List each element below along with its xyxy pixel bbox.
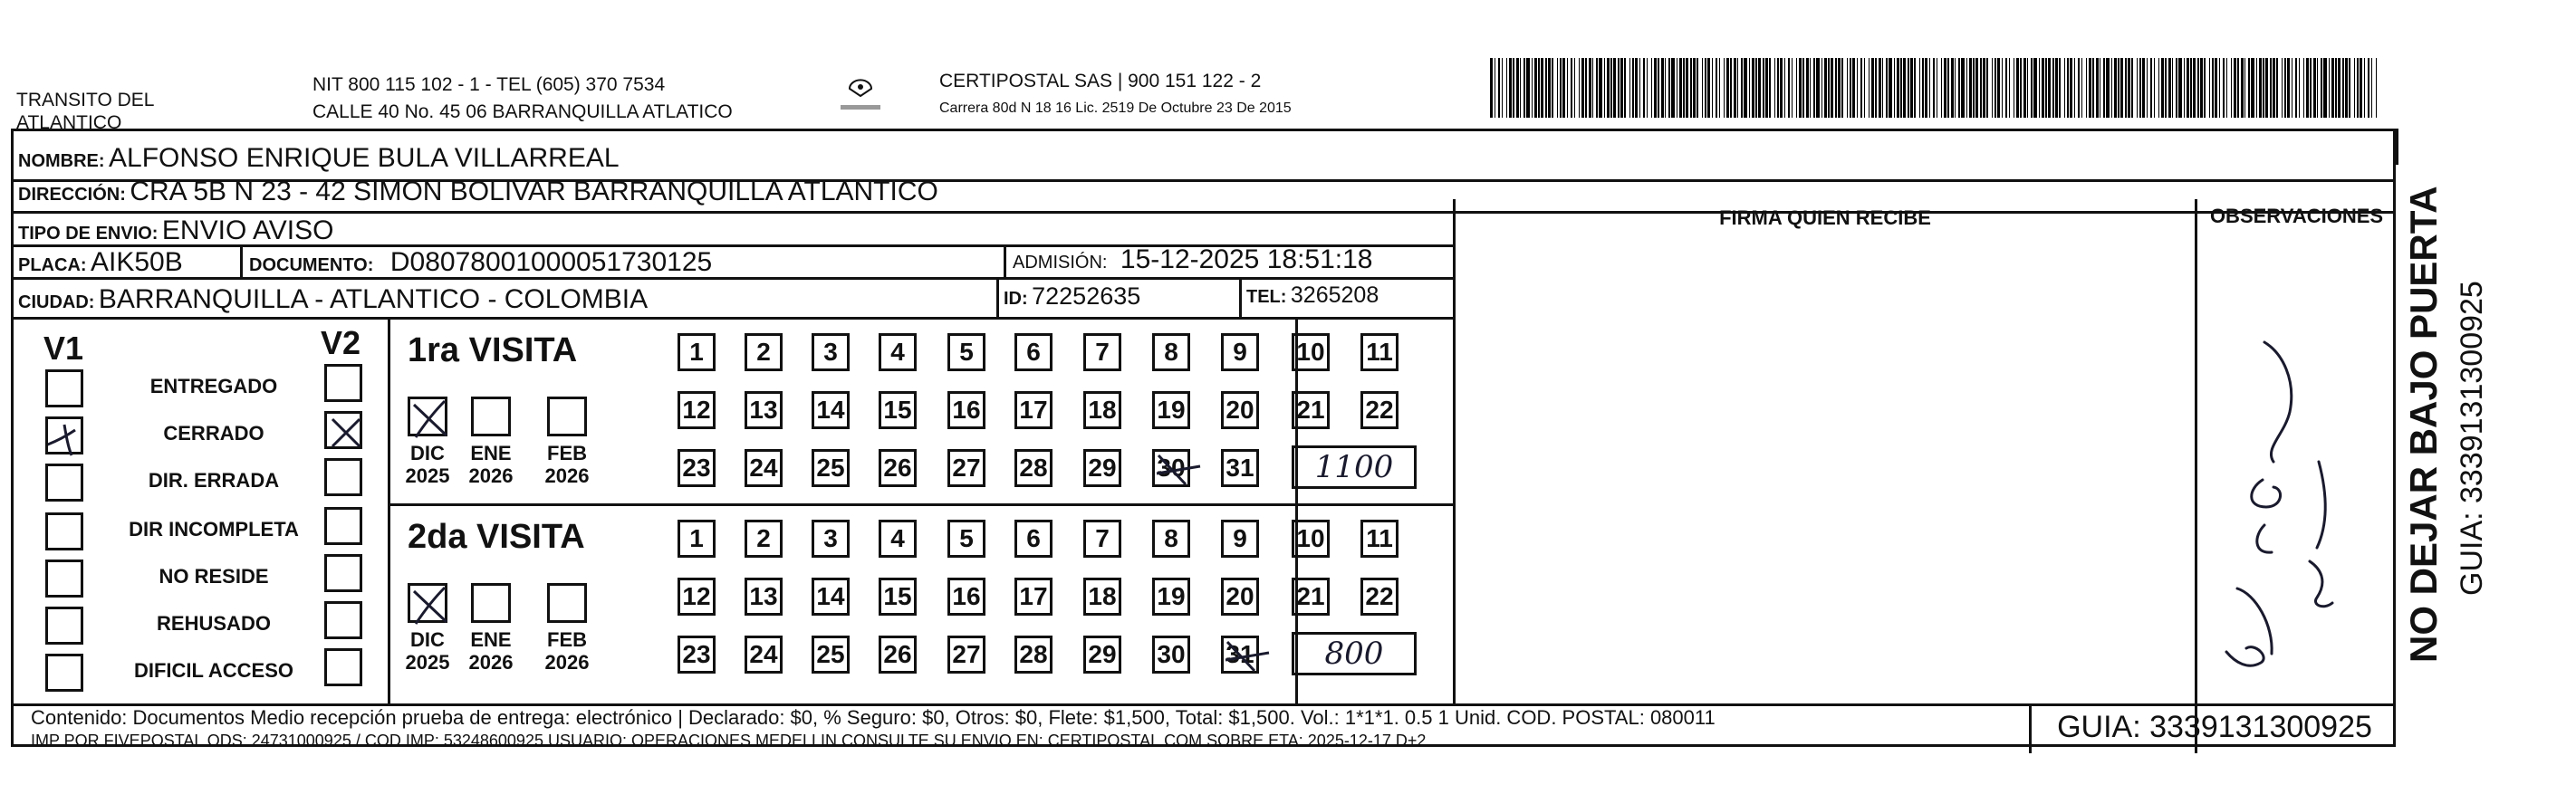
day-number: 8 (1164, 338, 1178, 366)
footer-contenido: Contenido: Documentos Medio recepción prueba de entrega: electrónico | Declarado: $0, % Seguro: $0, Otros: $0, Flete: $1,500, Total: $1,500. Vol.: 1*1*1. 0.5 1 Unid. COD. POSTAL: 080011 (31, 706, 1716, 729)
footer-guia: GUIA: 3339131300925 (2057, 710, 2372, 744)
tel-value: 3265208 (1290, 282, 1379, 308)
month-name: ENE (470, 442, 512, 464)
day-number: 26 (883, 640, 912, 668)
visit-1-day-3[interactable] (812, 520, 850, 558)
visit-1-day-19[interactable] (1152, 578, 1190, 616)
placa-label: PLACA: (18, 255, 87, 275)
visit-title-1: 2da VISITA (408, 518, 585, 556)
visit-0-day-2[interactable] (745, 333, 783, 371)
day-number: 16 (952, 582, 981, 610)
visit-1-month-label-ene (459, 628, 523, 674)
visit-0-month-label-dic (396, 442, 459, 487)
visit-1-day-17[interactable] (1014, 578, 1053, 616)
visit-1-month-label-dic (396, 628, 459, 674)
visit-1-day-21[interactable] (1292, 578, 1330, 616)
status-v2-checkbox-1[interactable] (324, 411, 362, 449)
day-number: 21 (1296, 582, 1325, 610)
visit-1-day-24[interactable] (745, 636, 783, 674)
visit-1-day-26[interactable] (879, 636, 917, 674)
day-number: 11 (1366, 524, 1393, 552)
visit-1-day-16[interactable] (947, 578, 985, 616)
footer-imp: IMP POR FIVEPOSTAL ODS: 24731000925 / COD.IMP: 53248600925 USUARIO: OPERACIONES MEDELLIN CONSULTE SU ENVIO EN: CERTIPOSTAL.COM SOBRE ETA: 2025-12-17 D+2 (31, 732, 1427, 750)
status-label-0: ENTREGADO (149, 375, 278, 397)
visit-1-day-13[interactable] (745, 578, 783, 616)
certipostal-logo (833, 74, 888, 120)
visit-0-day-9[interactable] (1221, 333, 1259, 371)
visit-0-day-27[interactable] (947, 449, 985, 487)
visit-0-day-6[interactable] (1014, 333, 1053, 371)
day-number: 6 (1026, 524, 1041, 552)
visit-1-day-11[interactable] (1360, 520, 1399, 558)
day-number: 18 (1088, 582, 1117, 610)
visit-1-day-14[interactable] (812, 578, 850, 616)
status-label-4: NO RESIDE (159, 565, 269, 588)
visit-1-day-27[interactable] (947, 636, 985, 674)
visit-0-month-box-ene[interactable] (471, 397, 511, 436)
day-number: 24 (749, 454, 778, 482)
documento-row (249, 247, 712, 278)
ciudad-label: CIUDAD: (18, 292, 95, 312)
visit-1-month-label-feb (535, 628, 599, 674)
observaciones-label: OBSERVACIONES (2209, 205, 2384, 227)
day-number: 2 (756, 524, 771, 552)
day-number: 7 (1095, 524, 1110, 552)
visit-0-month-box-dic[interactable] (408, 397, 447, 436)
visit-0-day-23[interactable] (678, 449, 716, 487)
status-v2-checkbox-2[interactable] (324, 458, 362, 496)
visit-0-day-17[interactable] (1014, 391, 1053, 429)
day-number: 23 (682, 640, 711, 668)
visit-title-0: 1ra VISITA (408, 331, 578, 369)
day-number: 1 (689, 524, 704, 552)
visit-1-month-box-dic[interactable] (408, 583, 447, 623)
day-number: 13 (749, 396, 778, 424)
day-number: 3 (823, 524, 838, 552)
tipo-label: TIPO DE ENVIO: (18, 224, 159, 244)
month-name: DIC (410, 628, 445, 651)
day-number: 19 (1157, 396, 1186, 424)
day-number: 26 (883, 454, 912, 482)
visit-1-day-9[interactable] (1221, 520, 1259, 558)
admision-row (1013, 244, 1372, 275)
day-number: 22 (1365, 582, 1394, 610)
visit-1-day-23[interactable] (678, 636, 716, 674)
visit-1-day-8[interactable] (1152, 520, 1190, 558)
day-number: 31 (1226, 454, 1254, 482)
day-number: 17 (1019, 396, 1048, 424)
id-value: 72252635 (1032, 282, 1141, 310)
visit-0-day-8[interactable] (1152, 333, 1190, 371)
day-number: 2 (756, 338, 771, 366)
status-label-3: DIR INCOMPLETA (129, 518, 299, 540)
visit-0-day-4[interactable] (879, 333, 917, 371)
address-line: CALLE 40 No. 45 06 BARRANQUILLA ATLATICO (312, 101, 733, 122)
nombre-label: NOMBRE: (18, 151, 105, 171)
day-number: 24 (749, 640, 778, 668)
id-label: ID: (1004, 289, 1028, 309)
day-number: 10 (1296, 338, 1325, 366)
day-number: 29 (1088, 454, 1117, 482)
visit-1-day-15[interactable] (879, 578, 917, 616)
visit-0-day-15[interactable] (879, 391, 917, 429)
day-number: 23 (682, 454, 711, 482)
visit-0-day-1[interactable] (678, 333, 716, 371)
visit-1-month-box-feb[interactable] (547, 583, 587, 623)
day-number: 5 (959, 524, 974, 552)
license-line: Carrera 80d N 18 16 Lic. 2519 De Octubre 23 De 2015 (939, 100, 1292, 116)
nombre-row (18, 143, 620, 174)
barcode-bar (2377, 58, 2379, 118)
status-label-1: CERRADO (163, 422, 264, 445)
visit-1-day-1[interactable] (678, 520, 716, 558)
visit-0-day-7[interactable] (1083, 333, 1121, 371)
day-number: 30 (1157, 454, 1186, 482)
visit-0-day-14[interactable] (812, 391, 850, 429)
visit-1-day-12[interactable] (678, 578, 716, 616)
visit-0-day-31[interactable] (1221, 449, 1259, 487)
ciudad-value: BARRANQUILLA - ATLANTICO - COLOMBIA (98, 284, 649, 314)
visit-0-day-30[interactable] (1152, 449, 1190, 487)
visit-1-day-5[interactable] (947, 520, 985, 558)
nit-line: NIT 800 115 102 - 1 - TEL (605) 370 7534 (312, 74, 666, 95)
month-year: 2026 (544, 651, 590, 674)
visit-0-day-10[interactable] (1292, 333, 1330, 371)
nombre-value: ALFONSO ENRIQUE BULA VILLARREAL (109, 143, 620, 173)
visit-0-day-18[interactable] (1083, 391, 1121, 429)
month-name: FEB (547, 442, 587, 464)
sender-name: TRANSITO DEL ATLANTICO (16, 90, 154, 133)
month-name: FEB (547, 628, 587, 651)
visit-1-handwritten-time[interactable]: 800 (1292, 632, 1417, 675)
month-year: 2026 (468, 651, 514, 674)
day-number: 6 (1026, 338, 1041, 366)
day-number: 12 (682, 582, 711, 610)
day-number: 5 (959, 338, 974, 366)
day-number: 21 (1296, 396, 1325, 424)
visit-1-day-30[interactable] (1152, 636, 1190, 674)
visit-0-month-label-ene (459, 442, 523, 487)
day-number: 1 (689, 338, 704, 366)
day-number: 28 (1019, 640, 1048, 668)
visit-1-day-20[interactable] (1221, 578, 1259, 616)
visit-1-day-7[interactable] (1083, 520, 1121, 558)
day-number: 29 (1088, 640, 1117, 668)
visit-1-day-31[interactable] (1221, 636, 1259, 674)
visit-0-day-22[interactable] (1360, 391, 1399, 429)
v1-label: V1 (43, 330, 84, 367)
status-v2-checkbox-5[interactable] (324, 601, 362, 639)
visit-0-month-box-feb[interactable] (547, 397, 587, 436)
ciudad-row (18, 284, 648, 315)
day-number: 14 (816, 582, 845, 610)
day-number: 11 (1366, 338, 1393, 366)
visit-0-day-28[interactable] (1014, 449, 1053, 487)
visit-1-day-6[interactable] (1014, 520, 1053, 558)
documento-label: DOCUMENTO: (249, 255, 374, 275)
visit-1-day-2[interactable] (745, 520, 783, 558)
day-number: 18 (1088, 396, 1117, 424)
visit-1-day-4[interactable] (879, 520, 917, 558)
status-label-6: DIFICIL ACCESO (133, 659, 293, 682)
carrier-line: CERTIPOSTAL SAS | 900 151 122 - 2 (939, 71, 1262, 91)
day-number: 27 (952, 640, 981, 668)
day-number: 25 (816, 454, 845, 482)
day-number: 15 (883, 582, 912, 610)
visit-1-month-box-ene[interactable] (471, 583, 511, 623)
direccion-label: DIRECCIÓN: (18, 185, 126, 205)
admision-label: ADMISIÓN: (1013, 253, 1108, 273)
month-year: 2026 (544, 464, 590, 487)
month-year: 2025 (405, 651, 450, 674)
day-number: 17 (1019, 582, 1048, 610)
visit-0-day-11[interactable] (1360, 333, 1399, 371)
direccion-value: CRA 5B N 23 - 42 SIMON BOLIVAR BARRANQUILLA ATLANTICO (130, 177, 938, 206)
visit-0-day-25[interactable] (812, 449, 850, 487)
admision-value: 15-12-2025 18:51:18 (1120, 244, 1373, 274)
visit-0-day-13[interactable] (745, 391, 783, 429)
status-v2-checkbox-0[interactable] (324, 364, 362, 402)
visit-0-day-12[interactable] (678, 391, 716, 429)
day-number: 30 (1157, 640, 1186, 668)
tipo-value: ENVIO AVISO (161, 215, 334, 245)
day-number: 4 (890, 524, 905, 552)
tel-label: TEL: (1246, 287, 1287, 307)
id-row (1004, 282, 1140, 311)
status-v2-checkbox-3[interactable] (324, 507, 362, 545)
visit-0-day-20[interactable] (1221, 391, 1259, 429)
side-guia: GUIA: 3339131300925 (2455, 281, 2489, 596)
status-label-2: DIR. ERRADA (148, 469, 280, 492)
day-number: 22 (1365, 396, 1394, 424)
day-number: 4 (890, 338, 905, 366)
visit-0-day-26[interactable] (879, 449, 917, 487)
day-number: 12 (682, 396, 711, 424)
day-number: 7 (1095, 338, 1110, 366)
status-label-5: REHUSADO (157, 612, 271, 635)
visit-0-day-21[interactable] (1292, 391, 1330, 429)
visit-0-month-label-feb (535, 442, 599, 487)
day-number: 8 (1164, 524, 1178, 552)
day-number: 19 (1157, 582, 1186, 610)
status-v2-checkbox-4[interactable] (324, 554, 362, 592)
documento-value: D08078001000051730125 (389, 247, 713, 277)
barcode (1490, 58, 2382, 118)
month-year: 2025 (405, 464, 450, 487)
status-v2-checkbox-6[interactable] (324, 648, 362, 686)
visit-0-day-16[interactable] (947, 391, 985, 429)
month-name: DIC (410, 442, 445, 464)
month-year: 2026 (468, 464, 514, 487)
no-dejar-bajo-puerta: NO DEJAR BAJO PUERTA (2402, 186, 2445, 663)
month-name: ENE (470, 628, 512, 651)
day-number: 16 (952, 396, 981, 424)
visit-1-day-29[interactable] (1083, 636, 1121, 674)
visit-1-day-28[interactable] (1014, 636, 1053, 674)
day-number: 10 (1296, 524, 1325, 552)
visit-0-day-3[interactable] (812, 333, 850, 371)
visit-1-day-10[interactable] (1292, 520, 1330, 558)
day-number: 9 (1233, 338, 1247, 366)
direccion-row (18, 177, 938, 207)
observaciones-handwriting (2210, 326, 2355, 688)
visit-0-day-24[interactable] (745, 449, 783, 487)
visit-1-day-22[interactable] (1360, 578, 1399, 616)
day-number: 25 (816, 640, 845, 668)
visit-0-day-29[interactable] (1083, 449, 1121, 487)
visit-0-day-19[interactable] (1152, 391, 1190, 429)
day-number: 27 (952, 454, 981, 482)
visit-1-day-18[interactable] (1083, 578, 1121, 616)
placa-value: AIK50B (91, 247, 183, 277)
visit-0-handwritten-time[interactable]: 1100 (1292, 445, 1417, 489)
v2-label: V2 (321, 324, 361, 361)
day-number: 28 (1019, 454, 1048, 482)
day-number: 31 (1226, 640, 1254, 668)
visit-1-day-25[interactable] (812, 636, 850, 674)
day-number: 20 (1226, 396, 1254, 424)
firma-label: FIRMA QUIEN RECIBE (1719, 206, 1931, 229)
day-number: 13 (749, 582, 778, 610)
tel-row (1246, 282, 1379, 309)
placa-row (18, 247, 183, 278)
visit-0-day-5[interactable] (947, 333, 985, 371)
day-number: 20 (1226, 582, 1254, 610)
day-number: 3 (823, 338, 838, 366)
day-number: 15 (883, 396, 912, 424)
day-number: 9 (1233, 524, 1247, 552)
tipo-row (18, 215, 333, 246)
day-number: 14 (816, 396, 845, 424)
